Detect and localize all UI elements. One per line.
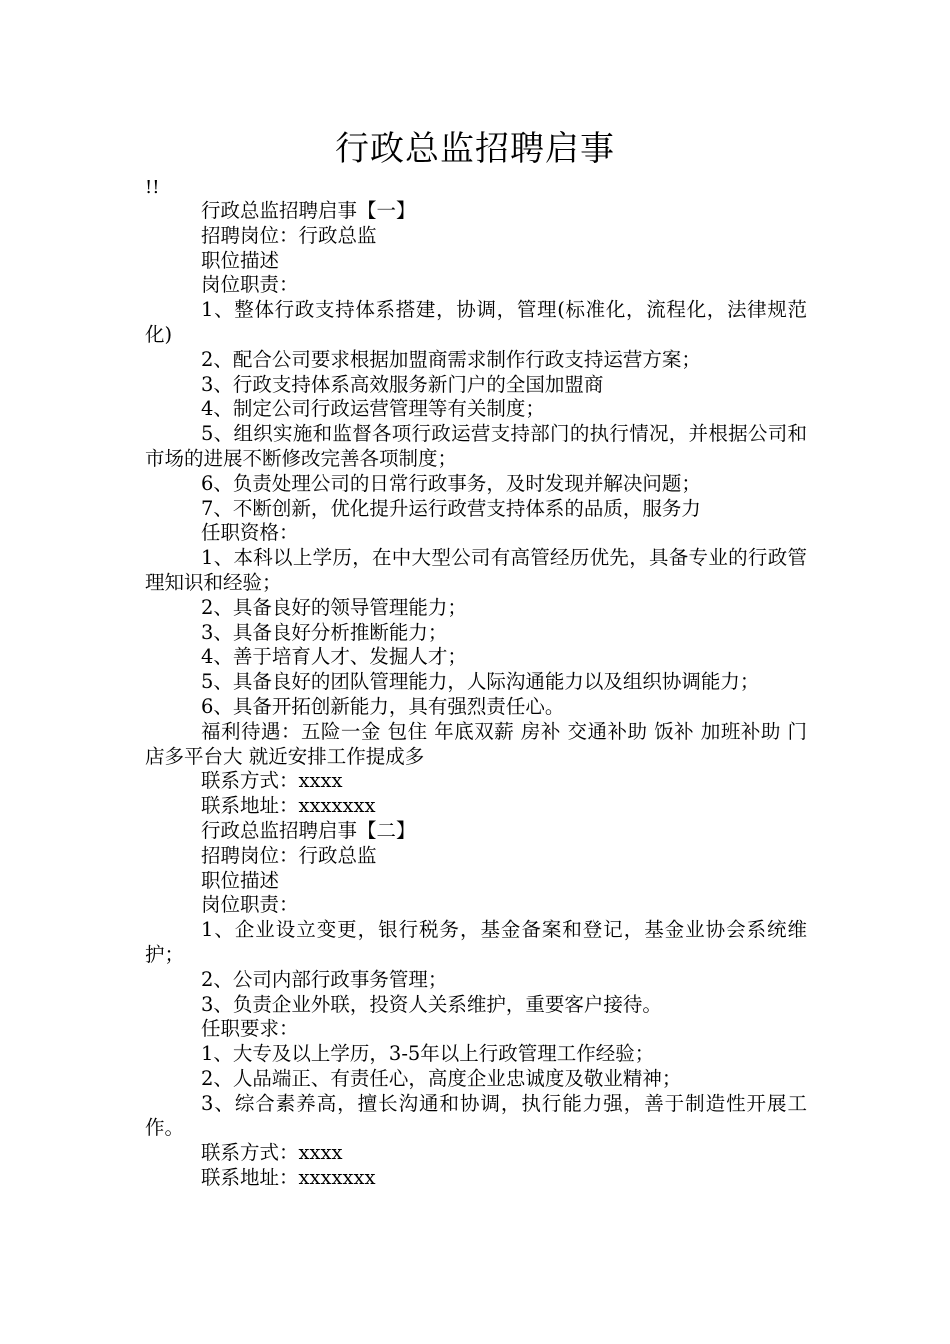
list-item: 5、组织实施和监督各项行政运营支持部门的执行情况，并根据公司和市场的进展不断修改完善各项制度； bbox=[145, 422, 807, 470]
job-description-label: 职位描述 bbox=[201, 868, 280, 892]
contact-method-line: 联系方式：xxxx bbox=[201, 769, 343, 793]
responsibilities-label: 岗位职责： bbox=[201, 893, 299, 917]
contact-address-line: 联系地址：xxxxxxx bbox=[201, 1166, 376, 1190]
contact-method-line: 联系方式：xxxx bbox=[201, 1141, 343, 1165]
list-item: 4、制定公司行政运营管理等有关制度； bbox=[201, 397, 545, 421]
list-item: 7、不断创新，优化提升运行政营支持体系的品质，服务力 bbox=[201, 496, 701, 520]
position-line: 招聘岗位：行政总监 bbox=[201, 843, 377, 867]
list-item: 6、具备开拓创新能力，具有强烈责任心。 bbox=[201, 694, 565, 718]
list-item: 2、公司内部行政事务管理； bbox=[201, 967, 448, 991]
responsibilities-label: 岗位职责： bbox=[201, 273, 299, 297]
document-title: 行政总监招聘启事 bbox=[335, 129, 615, 169]
list-item: 2、具备良好的领导管理能力； bbox=[201, 595, 467, 619]
list-item: 1、大专及以上学历，3-5年以上行政管理工作经验； bbox=[201, 1042, 655, 1066]
contact-address-line: 联系地址：xxxxxxx bbox=[201, 794, 376, 818]
section-heading-1: 行政总监招聘启事【一】 bbox=[201, 199, 416, 222]
benefits-line: 福利待遇：五险一金 包住 年底双薪 房补 交通补助 饭补 加班补助 门店多平台大 就近安排工作提成多 bbox=[145, 719, 807, 768]
requirements-label: 任职要求： bbox=[201, 1017, 299, 1041]
section-heading-2: 行政总监招聘启事【二】 bbox=[201, 818, 416, 842]
list-item: 1、企业设立变更，银行税务，基金备案和登记，基金业协会系统维护； bbox=[145, 918, 807, 966]
list-item: 3、具备良好分析推断能力； bbox=[201, 620, 448, 644]
document-marker: !! bbox=[145, 177, 160, 198]
list-item: 1、整体行政支持体系搭建，协调，管理(标准化，流程化，法律规范化) bbox=[145, 298, 807, 346]
job-description-label: 职位描述 bbox=[201, 248, 280, 272]
list-item: 2、配合公司要求根据加盟商需求制作行政支持运营方案； bbox=[201, 347, 701, 371]
list-item: 2、人品端正、有责任心，高度企业忠诚度及敬业精神； bbox=[201, 1066, 682, 1090]
list-item: 1、本科以上学历，在中大型公司有高管经历优先，具备专业的行政管理知识和经验； bbox=[145, 546, 807, 594]
list-item: 3、综合素养高，擅长沟通和协调，执行能力强，善于制造性开展工作。 bbox=[145, 1091, 807, 1140]
document-body bbox=[145, 199, 807, 1191]
list-item: 4、善于培育人才、发掘人才； bbox=[201, 645, 467, 669]
position-line: 招聘岗位：行政总监 bbox=[201, 223, 377, 247]
list-item: 3、负责企业外联，投资人关系维护，重要客户接待。 bbox=[201, 992, 662, 1016]
list-item: 5、具备良好的团队管理能力，人际沟通能力以及组织协调能力； bbox=[201, 670, 760, 694]
qualifications-label: 任职资格： bbox=[201, 521, 299, 545]
list-item: 3、行政支持体系高效服务新门户的全国加盟商 bbox=[201, 372, 604, 396]
list-item: 6、负责处理公司的日常行政事务，及时发现并解决问题； bbox=[201, 471, 701, 495]
